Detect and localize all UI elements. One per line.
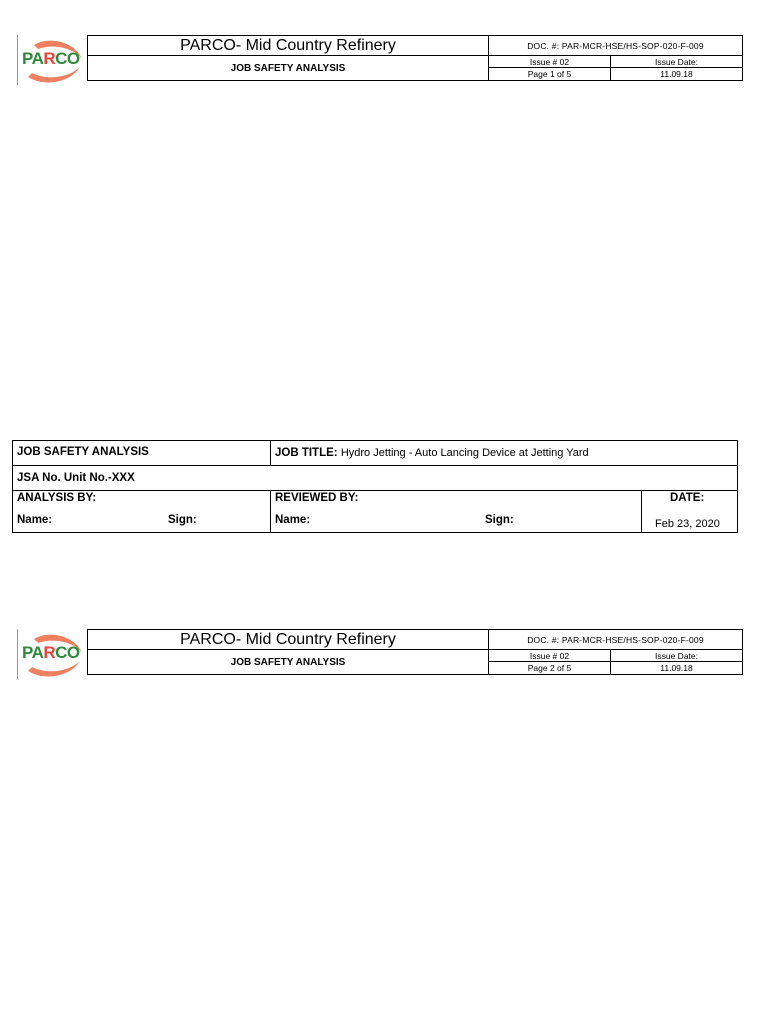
- document-subtitle: JOB SAFETY ANALYSIS: [87, 55, 489, 81]
- analyst-sign-label: Sign:: [168, 514, 197, 526]
- parco-logo: [17, 35, 88, 85]
- form-divider-1: [12, 465, 738, 466]
- analyst-name-label: Name:: [17, 514, 53, 526]
- form-border-left: [12, 440, 13, 533]
- form-vdivider-top: [270, 440, 271, 466]
- page-header-1: [17, 35, 743, 85]
- jsa-form: [12, 440, 738, 533]
- company-title: PARCO- Mid Country Refinery: [87, 629, 489, 650]
- issue-number: Issue # 02: [488, 55, 611, 68]
- form-vdivider-mid: [270, 490, 271, 533]
- reviewer-name-label: Name:: [275, 514, 311, 526]
- form-vdivider-date: [641, 490, 642, 533]
- form-border-bottom: [12, 532, 738, 533]
- header-table: [87, 35, 743, 81]
- issue-date-label: Issue Date:: [610, 55, 743, 68]
- job-title-label: JOB TITLE:: [275, 447, 338, 459]
- form-border-right: [737, 440, 738, 533]
- job-title-value: Hydro Jetting - Auto Lancing Device at Jetting Yard: [340, 447, 589, 459]
- reviewed-by-label: REVIEWED BY:: [275, 492, 359, 504]
- job-title-row: [275, 447, 589, 459]
- issue-number: Issue # 02: [488, 649, 611, 662]
- document-number: DOC. #: PAR-MCR-HSE/HS-SOP-020-F-009: [488, 629, 743, 650]
- parco-logo: [17, 629, 88, 679]
- logo-wordmark: PARCO: [22, 49, 80, 68]
- document-subtitle: JOB SAFETY ANALYSIS: [87, 649, 489, 675]
- issue-date: 11.09.18: [610, 67, 743, 81]
- header-table: [87, 629, 743, 675]
- issue-date-label: Issue Date:: [610, 649, 743, 662]
- analysis-by-label: ANALYSIS BY:: [17, 492, 97, 504]
- jsa-number: JSA No. Unit No.-XXX: [17, 472, 135, 484]
- form-border-top: [12, 440, 738, 441]
- form-divider-2: [12, 490, 738, 491]
- jsa-heading: JOB SAFETY ANALYSIS: [17, 446, 149, 458]
- document-number: DOC. #: PAR-MCR-HSE/HS-SOP-020-F-009: [488, 35, 743, 56]
- logo-wordmark: PARCO: [22, 643, 80, 662]
- reviewer-sign-label: Sign:: [485, 514, 514, 526]
- page-header-2: [17, 629, 743, 679]
- date-value: Feb 23, 2020: [655, 518, 720, 530]
- date-label: DATE:: [670, 492, 705, 504]
- company-title: PARCO- Mid Country Refinery: [87, 35, 489, 56]
- page-number: Page 1 of 5: [488, 67, 611, 81]
- page-number: Page 2 of 5: [488, 661, 611, 675]
- issue-date: 11.09.18: [610, 661, 743, 675]
